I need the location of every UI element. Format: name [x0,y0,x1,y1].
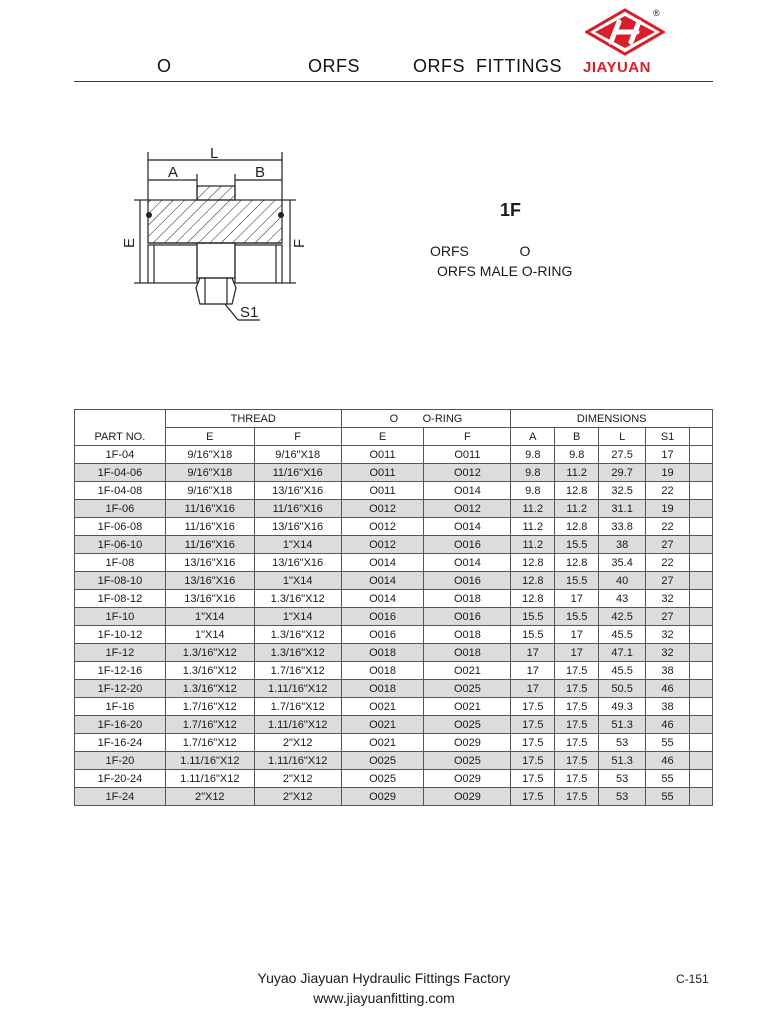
table-cell: 27.5 [599,446,646,464]
table-cell: 17 [555,644,599,662]
table-cell: O018 [424,590,511,608]
footer-website[interactable]: www.jiayuanfitting.com [313,990,455,1006]
title-part-o: O [157,56,172,76]
table-cell: 15.5 [555,536,599,554]
table-cell: 51.3 [599,752,646,770]
table-cell-empty [690,788,713,806]
table-cell: O025 [341,752,424,770]
table-cell: 17 [555,590,599,608]
table-row [75,752,713,770]
table-cell: O025 [424,680,511,698]
table-cell-empty [690,536,713,554]
table-cell: 38 [599,536,646,554]
table-cell: 1F-12-16 [75,662,166,680]
table-cell: 50.5 [599,680,646,698]
table-cell: 1F-12-20 [75,680,166,698]
table-cell: 1.7/16"X12 [165,698,254,716]
table-cell: O014 [341,572,424,590]
table-cell: O029 [424,788,511,806]
table-cell: 9/16"X18 [254,446,341,464]
dim-label-e: E [121,237,138,248]
table-cell-empty [690,770,713,788]
table-cell: 53 [599,788,646,806]
table-cell: 40 [599,572,646,590]
sub-header-cell: A [511,428,555,446]
table-cell: 1F-10-12 [75,626,166,644]
table-cell: 22 [646,554,690,572]
table-cell: 9.8 [511,464,555,482]
table-cell: 45.5 [599,662,646,680]
table-cell-empty [690,716,713,734]
header-thread: THREAD [165,410,341,428]
table-cell: 17 [511,662,555,680]
table-cell: 1F-16-24 [75,734,166,752]
table-cell-empty [690,662,713,680]
sub-header-cell: E [165,428,254,446]
brand-name: JIAYUAN [583,59,651,76]
table-cell: 46 [646,752,690,770]
table-cell-empty [690,572,713,590]
table-cell: 1"X14 [165,626,254,644]
header-dimensions: DIMENSIONS [511,410,713,428]
product-desc-line1: ORFS O [430,243,531,259]
table-cell: O016 [424,536,511,554]
table-cell: 1F-16 [75,698,166,716]
registered-mark: ® [653,8,660,18]
table-cell: 2"X12 [254,770,341,788]
table-cell: 11/16"X16 [254,464,341,482]
table-cell: 53 [599,734,646,752]
table-cell-empty [690,752,713,770]
table-cell: O021 [341,698,424,716]
table-cell: 9/16"X18 [165,464,254,482]
table-cell-empty [690,626,713,644]
table-cell: 12.8 [555,554,599,572]
table-row [75,590,713,608]
table-row [75,626,713,644]
table-cell: 27 [646,608,690,626]
table-cell: 38 [646,662,690,680]
table-cell: 22 [646,518,690,536]
spec-table [74,409,713,806]
table-cell: 1F-04 [75,446,166,464]
table-row [75,536,713,554]
table-cell: 38 [646,698,690,716]
table-cell: 1"X14 [254,572,341,590]
table-cell-empty [690,518,713,536]
table-cell: 11/16"X16 [254,500,341,518]
table-cell: 47.1 [599,644,646,662]
table-cell: 1F-20 [75,752,166,770]
table-cell: 1.11/16"X12 [254,752,341,770]
table-cell-empty [690,464,713,482]
table-cell: 17.5 [555,788,599,806]
table-cell: 42.5 [599,608,646,626]
table-cell: 11/16"X16 [165,500,254,518]
table-cell: 55 [646,770,690,788]
table-cell: 53 [599,770,646,788]
table-cell: 17.5 [555,662,599,680]
dim-label-l: L [210,145,219,162]
table-cell-empty [690,482,713,500]
table-cell: O012 [341,500,424,518]
table-cell: O014 [424,518,511,536]
table-cell: 13/16"X16 [254,554,341,572]
table-cell: 19 [646,500,690,518]
table-cell: 1.7/16"X12 [165,716,254,734]
title-part-orfs: ORFS [308,56,361,76]
table-cell-empty [690,644,713,662]
table-cell: 11.2 [555,500,599,518]
table-cell: 1.7/16"X12 [254,662,341,680]
table-cell: 1F-08-12 [75,590,166,608]
table-row [75,500,713,518]
table-cell: 13/16"X16 [165,590,254,608]
table-cell: 12.8 [511,572,555,590]
table-cell: 1F-08-10 [75,572,166,590]
table-cell-empty [690,698,713,716]
dim-label-f: F [291,238,308,248]
table-cell: O014 [341,554,424,572]
header-part-no: PART NO. [75,410,166,446]
table-cell: O016 [424,572,511,590]
table-cell: O025 [424,752,511,770]
table-cell-empty [690,608,713,626]
table-cell: 11.2 [511,518,555,536]
table-cell: O021 [424,662,511,680]
table-row [75,608,713,626]
table-cell: 1.3/16"X12 [254,590,341,608]
table-cell: O012 [424,500,511,518]
table-cell: 9/16"X18 [165,482,254,500]
sub-header-cell: B [555,428,599,446]
table-cell: 9.8 [511,482,555,500]
table-cell: 17.5 [511,770,555,788]
table-cell: 17 [511,680,555,698]
sub-header-row [75,428,713,446]
table-cell-empty [690,446,713,464]
table-cell: 12.8 [555,482,599,500]
dim-label-s1: S1 [240,304,259,321]
table-cell: 1.11/16"X12 [254,716,341,734]
page-number: C-151 [676,972,709,986]
table-cell: 29.7 [599,464,646,482]
table-cell: 1"X14 [165,608,254,626]
table-cell: 17.5 [511,698,555,716]
table-row [75,788,713,806]
table-cell: 15.5 [511,608,555,626]
table-cell: 1F-10 [75,608,166,626]
table-cell: 31.1 [599,500,646,518]
table-cell: 12.8 [511,554,555,572]
table-cell: 55 [646,734,690,752]
table-cell: 9.8 [511,446,555,464]
table-cell: O012 [341,536,424,554]
table-cell: 1"X14 [254,608,341,626]
table-cell: 1.11/16"X12 [165,770,254,788]
table-cell: O018 [341,662,424,680]
table-cell: 17 [511,644,555,662]
table-cell: 11.2 [511,500,555,518]
table-cell: 9.8 [555,446,599,464]
table-cell: O018 [341,644,424,662]
product-desc-line2: ORFS MALE O-RING [437,263,573,279]
table-cell: O012 [424,464,511,482]
table-cell: 1F-20-24 [75,770,166,788]
table-cell: O018 [424,626,511,644]
sub-header-cell: F [254,428,341,446]
table-cell: 27 [646,536,690,554]
table-cell: 17.5 [555,716,599,734]
table-cell-empty [690,500,713,518]
table-cell: O014 [341,590,424,608]
table-cell: 11/16"X16 [165,536,254,554]
table-cell: 51.3 [599,716,646,734]
table-cell: 45.5 [599,626,646,644]
table-cell: 1F-06-08 [75,518,166,536]
table-cell: O016 [341,626,424,644]
dim-label-b: B [255,164,266,181]
table-cell: 49.3 [599,698,646,716]
table-cell-empty [690,734,713,752]
table-cell: 13/16"X16 [165,554,254,572]
table-cell: 17.5 [511,716,555,734]
table-cell: 1F-16-20 [75,716,166,734]
table-cell: 11/16"X16 [165,518,254,536]
table-cell: O011 [424,446,511,464]
table-cell: 11.2 [555,464,599,482]
table-cell: 27 [646,572,690,590]
table-row [75,464,713,482]
table-cell: O029 [424,734,511,752]
table-cell: 15.5 [555,572,599,590]
table-cell: 17.5 [511,788,555,806]
spec-table-body [75,446,713,806]
table-cell: 1.3/16"X12 [165,662,254,680]
table-cell: O018 [341,680,424,698]
table-cell: 12.8 [555,518,599,536]
table-cell: 17.5 [511,752,555,770]
table-cell: 17 [646,446,690,464]
table-cell: O014 [424,482,511,500]
table-cell: O018 [424,644,511,662]
table-cell: 17.5 [511,734,555,752]
table-cell: 1.3/16"X12 [254,626,341,644]
table-cell: 13/16"X16 [254,482,341,500]
table-cell: 1F-04-08 [75,482,166,500]
sub-header-cell: S1 [646,428,690,446]
table-cell: 17.5 [555,734,599,752]
table-cell: 17.5 [555,752,599,770]
table-row [75,446,713,464]
table-cell: O011 [341,446,424,464]
table-cell: 2"X12 [165,788,254,806]
table-cell: 13/16"X16 [254,518,341,536]
table-cell: O012 [341,518,424,536]
table-row [75,770,713,788]
table-cell: 9/16"X18 [165,446,254,464]
table-cell: 1F-12 [75,644,166,662]
table-row [75,518,713,536]
table-cell: 17.5 [555,698,599,716]
table-cell: 15.5 [511,626,555,644]
table-cell: 1.3/16"X12 [165,680,254,698]
table-cell: O021 [341,734,424,752]
page-header [0,0,768,84]
table-cell: 35.4 [599,554,646,572]
table-cell: O021 [424,698,511,716]
table-cell: 1F-06-10 [75,536,166,554]
table-row [75,680,713,698]
dim-label-a: A [168,164,179,181]
title-part-orfs-fittings: ORFS FITTINGS [413,56,562,76]
table-cell-empty [690,590,713,608]
table-cell: 13/16"X16 [165,572,254,590]
table-cell: 1"X14 [254,536,341,554]
table-cell: 15.5 [555,608,599,626]
footer-company: Yuyao Jiayuan Hydraulic Fittings Factory [257,970,511,986]
header-oring: O O-RING [341,410,511,428]
table-cell: 1.11/16"X12 [254,680,341,698]
table-cell: 17 [555,626,599,644]
table-cell: 1.3/16"X12 [254,644,341,662]
table-row [75,482,713,500]
table-row [75,644,713,662]
table-cell: 1F-24 [75,788,166,806]
table-row [75,716,713,734]
table-cell: 19 [646,464,690,482]
table-cell: 2"X12 [254,734,341,752]
table-row [75,554,713,572]
table-cell: 55 [646,788,690,806]
sub-header-cell: E [341,428,424,446]
table-cell: 43 [599,590,646,608]
table-cell: 17.5 [555,770,599,788]
table-cell: 22 [646,482,690,500]
table-cell-empty [690,554,713,572]
table-cell: O029 [424,770,511,788]
table-cell: O016 [341,608,424,626]
table-cell: O016 [424,608,511,626]
header-rule [74,81,713,82]
table-cell: 1.3/16"X12 [165,644,254,662]
table-cell: O021 [341,716,424,734]
sub-header-cell [690,428,713,446]
table-cell: 12.8 [511,590,555,608]
table-cell: 46 [646,680,690,698]
table-cell: 32.5 [599,482,646,500]
table-row [75,734,713,752]
table-cell: 1F-04-06 [75,464,166,482]
table-cell: 1F-06 [75,500,166,518]
table-cell: 1F-08 [75,554,166,572]
table-cell: O029 [341,788,424,806]
table-cell: 33.8 [599,518,646,536]
table-cell: O011 [341,464,424,482]
table-cell: O025 [424,716,511,734]
table-cell: O025 [341,770,424,788]
table-cell: 46 [646,716,690,734]
table-cell: O014 [424,554,511,572]
sub-header-cell: F [424,428,511,446]
table-cell: 2"X12 [254,788,341,806]
table-row [75,662,713,680]
table-cell: 17.5 [555,680,599,698]
table-cell: 11.2 [511,536,555,554]
table-cell: 1.11/16"X12 [165,752,254,770]
table-row [75,698,713,716]
table-row [75,572,713,590]
table-cell: 32 [646,626,690,644]
sub-header-cell: L [599,428,646,446]
table-cell: 1.7/16"X12 [165,734,254,752]
fitting-drawing [120,140,330,330]
table-cell: 32 [646,644,690,662]
table-cell: O011 [341,482,424,500]
table-cell: 1.7/16"X12 [254,698,341,716]
table-cell-empty [690,680,713,698]
table-cell: 32 [646,590,690,608]
model-number: 1F [500,200,522,220]
